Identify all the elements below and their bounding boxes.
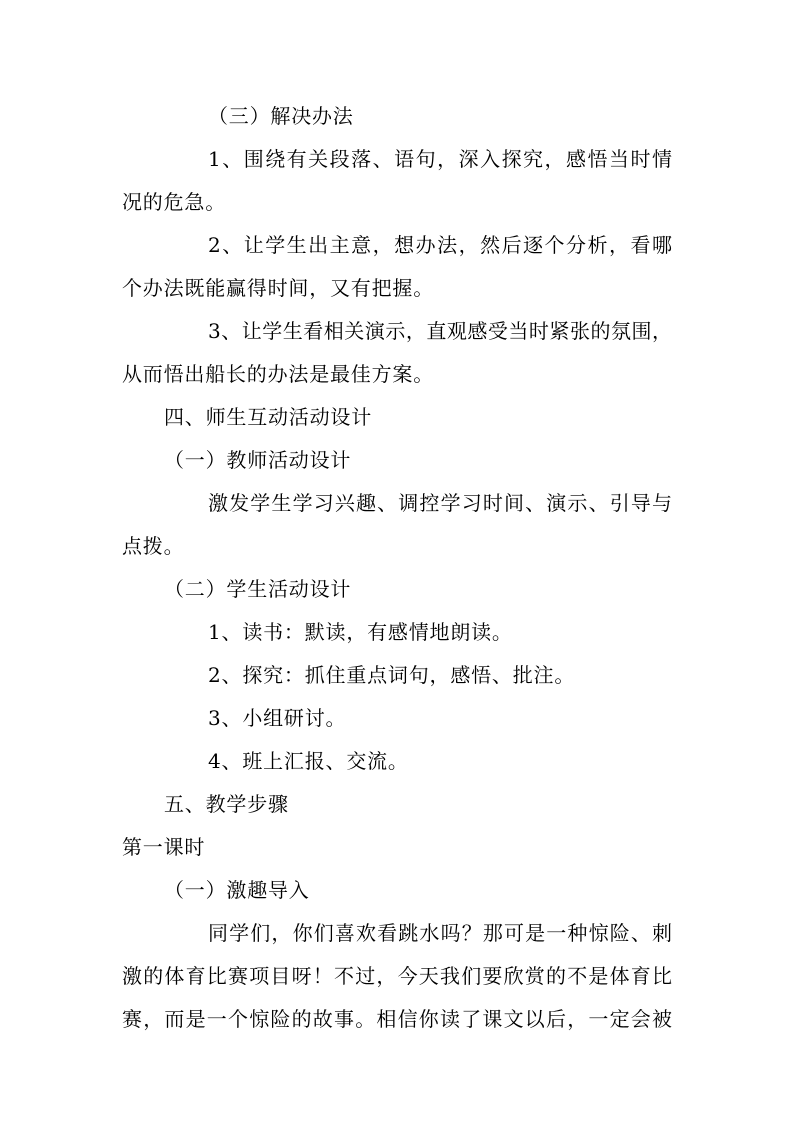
paragraph-line: 激发学生学习兴趣、调控学习时间、演示、引导与 — [208, 491, 672, 515]
list-item: 2、探究：抓住重点词句，感悟、批注。 — [208, 663, 576, 687]
section-heading-solution-methods: （三）解决办法 — [208, 104, 354, 128]
list-item: 1、读书：默读，有感情地朗读。 — [208, 620, 513, 644]
paragraph-line: 况的危急。 — [122, 190, 226, 214]
paragraph-line: 从而悟出船长的办法是最佳方案。 — [122, 362, 434, 386]
section-heading-teaching-steps: 五、教学步骤 — [164, 792, 289, 816]
lesson-period-heading: 第一课时 — [122, 835, 206, 859]
subsection-heading-student-activity: （二）学生活动设计 — [164, 577, 352, 601]
paragraph-line: 3、让学生看相关演示，直观感受当时紧张的氛围， — [208, 319, 672, 343]
list-item: 3、小组研讨。 — [208, 706, 347, 730]
paragraph-line: 同学们，你们喜欢看跳水吗？那可是一种惊险、刺 — [208, 921, 672, 945]
paragraph-line: 激的体育比赛项目呀！不过，今天我们要欣赏的不是体育比 — [122, 964, 672, 988]
paragraph-line: 2、让学生出主意，想办法，然后逐个分析，看哪 — [208, 233, 672, 257]
paragraph-line: 1、围绕有关段落、语句，深入探究，感悟当时情 — [208, 147, 672, 171]
section-heading-interaction-design: 四、师生互动活动设计 — [164, 405, 372, 429]
paragraph-line: 个办法既能赢得时间，又有把握。 — [122, 276, 434, 300]
paragraph-line: 点拨。 — [122, 534, 185, 558]
list-item: 4、班上汇报、交流。 — [208, 749, 409, 773]
paragraph-line: 赛，而是一个惊险的故事。相信你读了课文以后，一定会被 — [122, 1007, 672, 1031]
subsection-heading-introduction: （一）激趣导入 — [164, 878, 310, 902]
subsection-heading-teacher-activity: （一）教师活动设计 — [164, 448, 352, 472]
